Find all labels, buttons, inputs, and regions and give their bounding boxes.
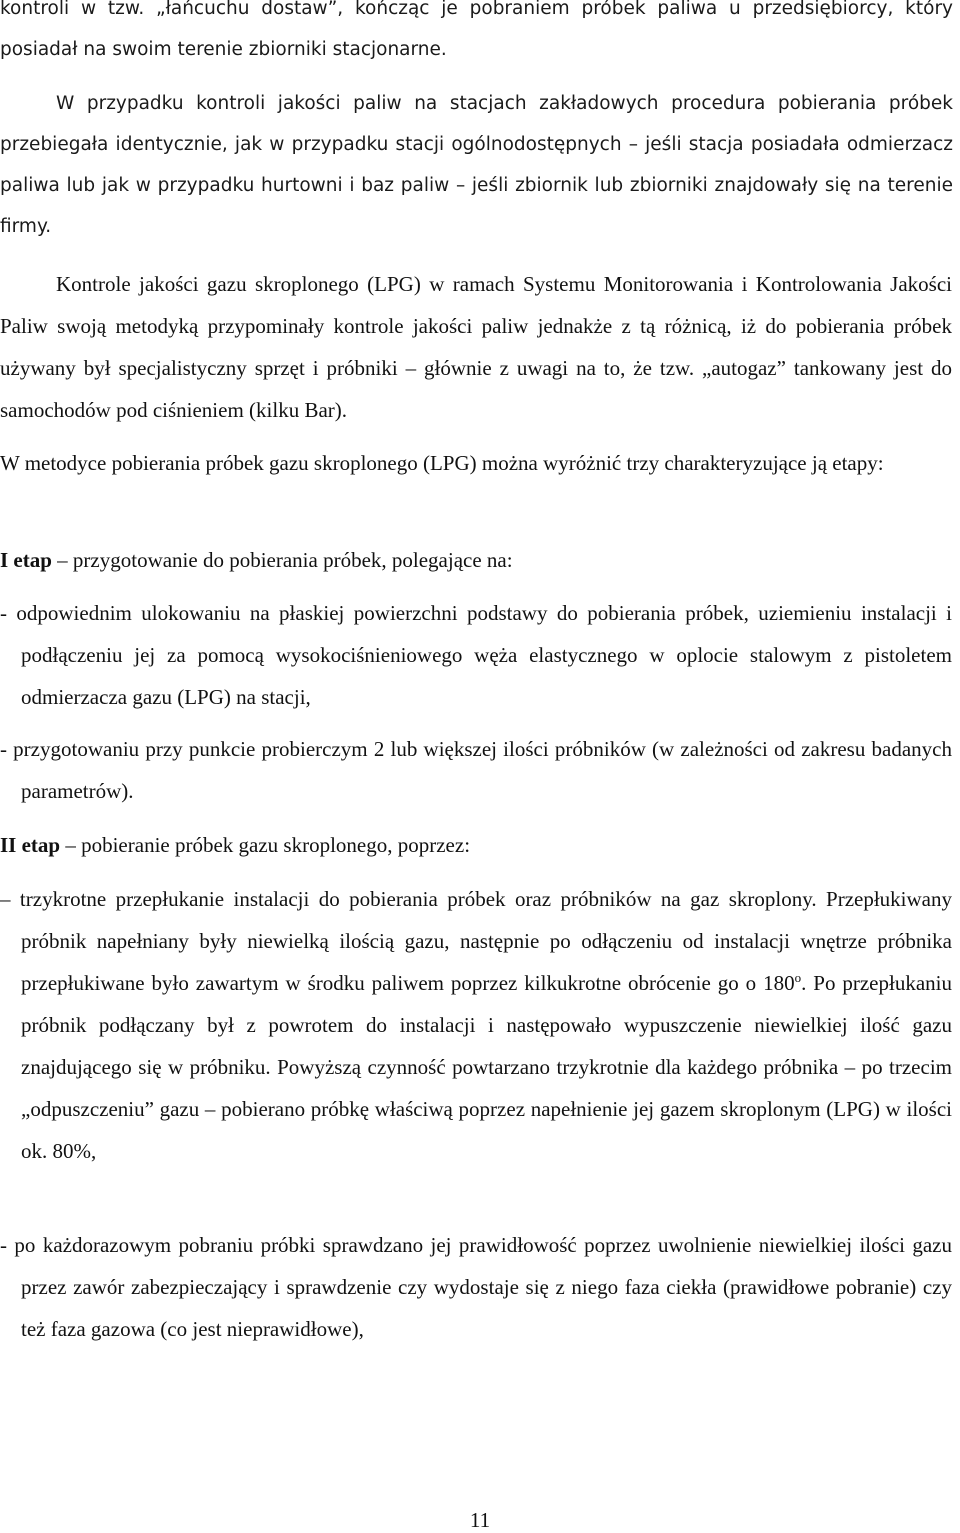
stage-two-item-flushing-part2: . Po przepłukaniu próbnik podłączany był z powrotem do instalacji i następowało wypuszczenie niewielkiej ilość gazu znajdującego się w próbniku. Powyższą czynność powtarzano trzykrotnie dla każdego próbnika – po trzecim „odpuszczeniu” gazu – pobierano próbkę właściwą poprzez napełnienie jej gazem skroplonym (LPG) w ilości ok. 80%, xyxy=(21,971,952,1163)
page-number: 11 xyxy=(469,1508,491,1532)
degree-superscript: o xyxy=(794,970,802,985)
paragraph-lpg-controls: Kontrole jakości gazu skroplonego (LPG) w ramach Systemu Monitorowania i Kontrolowania Jakości Paliw swoją metodyką przypominały kontrole jakości paliw jednakże z tą różnicą, iż do pobierania próbek używany był specjalistyczny sprzęt i próbniki – głównie z uwagi na to, że tzw. „autogaz” tankowany jest do samochodów pod ciśnieniem (kilku Bar). xyxy=(0,272,952,422)
stage-two-item-check: - po każdorazowym pobraniu próbki sprawdzano jej prawidłowość poprzez uwolnienie niewielkiej ilości gazu przez zawór zabezpieczający i sprawdzenie czy wydostaje się z niego faza ciekła (prawidłowe pobranie) czy też faza gazowa (co jest nieprawidłowe), xyxy=(0,1233,952,1341)
stage-two-label: II etap xyxy=(0,833,61,857)
stage-one-heading xyxy=(0,539,952,581)
paragraph-lpg-stages-intro: W metodyce pobierania próbek gazu skroplonego (LPG) można wyróżnić trzy charakteryzujące ją etapy: xyxy=(0,451,884,475)
stage-one-label: I etap xyxy=(0,548,52,572)
paragraph-company-stations: W przypadku kontroli jakości paliw na stacjach zakładowych procedura pobierania próbek przebiegała identycznie, jak w przypadku stacji ogólnodostępnych – jeśli stacja posiadała odmierzacz paliwa lub jak w przypadku hurtowni i baz paliw – jeśli zbiornik lub zbiorniki znajdowały się na terenie firmy. xyxy=(0,93,953,237)
stage-two-description: – pobieranie próbek gazu skroplonego, poprzez: xyxy=(60,833,471,857)
paragraph-chain-of-supply: kontroli w tzw. „łańcuchu dostaw”, kończąc je pobraniem próbek paliwa u przedsiębiorcy, który posiadał na swoim terenie zbiorniki stacjonarne. xyxy=(0,0,953,60)
stage-two-item-flushing-part1: – trzykrotne przepłukanie instalacji do pobierania próbek oraz próbników na gaz skroplony. Przepłukiwany próbnik napełniany były niewielką ilością gazu, następnie po odłączeniu od instalacji wnętrze próbnika przepłukiwane było zawartym w środku paliwem poprzez kilkukrotne obrócenie go o 180 xyxy=(0,887,952,995)
stage-two-heading xyxy=(0,824,952,866)
stage-one-item-placement: - odpowiednim ulokowaniu na płaskiej powierzchni podstawy do pobierania próbek, uziemieniu instalacji i podłączeniu jej za pomocą wysokociśnieniowego węża elastycznego w oplocie stalowym z pistoletem odmierzacza gazu (LPG) na stacji, xyxy=(0,601,952,709)
stage-one-item-samplers: - przygotowaniu przy punkcie probierczym 2 lub większej ilości próbników (w zależności od zakresu badanych parametrów). xyxy=(0,737,952,803)
stage-one-description: – przygotowanie do pobierania próbek, polegające na: xyxy=(51,548,513,572)
stage-two-item-flushing xyxy=(0,878,952,1172)
